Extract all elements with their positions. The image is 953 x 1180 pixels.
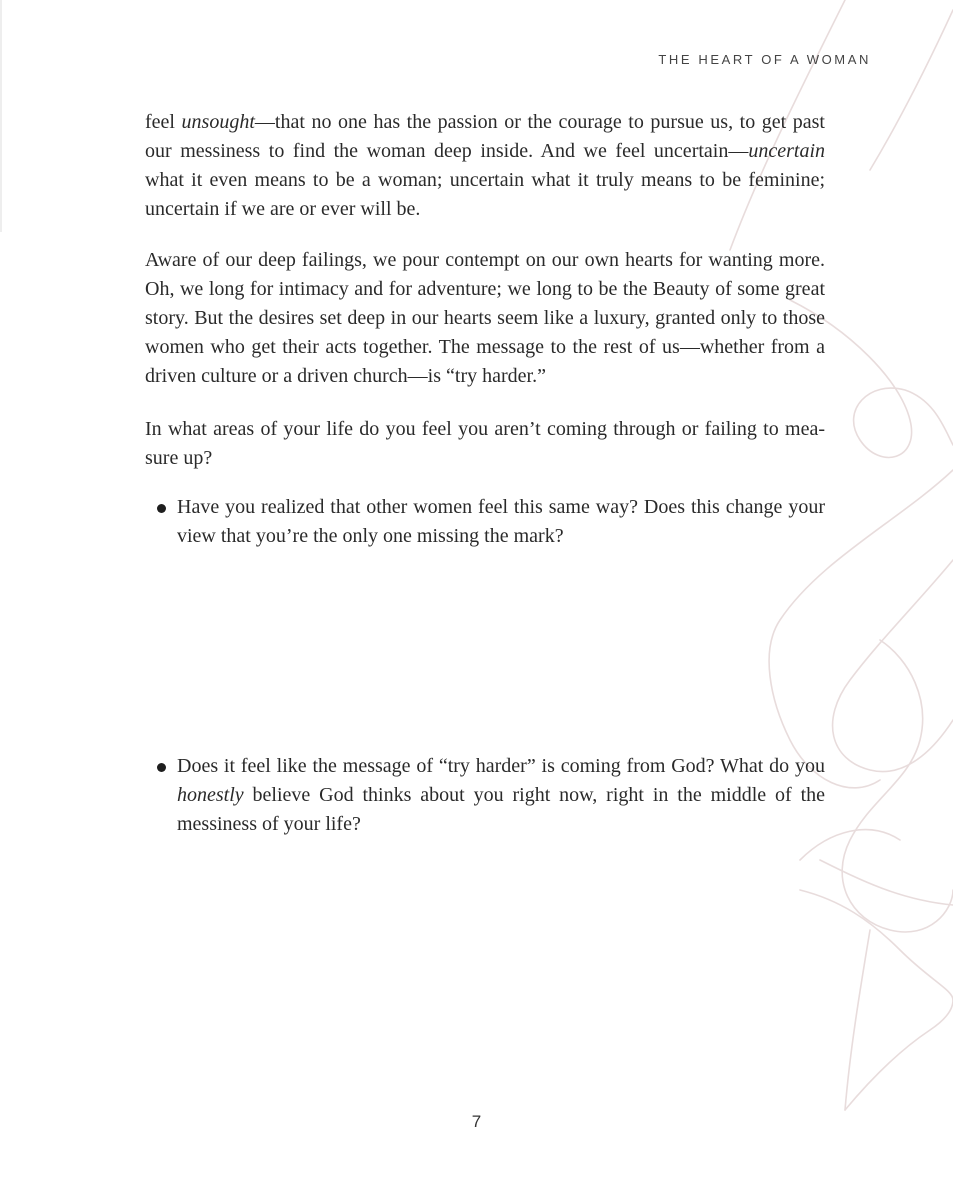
text-segment: Aware of our deep failings, we pour contempt on our own hearts for wanting more. Oh, we long for intimacy and for adventure; we long to be the Beauty of some great story. But the desires set deep in our hearts seem like a luxury, granted only to those women who get their acts together. The message to the rest of us—whether from a driven culture or a driven church—is “try harder.” xyxy=(145,249,825,387)
paragraph-1 xyxy=(145,108,825,224)
text-segment: feel xyxy=(145,111,182,133)
question-bullet-1 xyxy=(145,493,825,551)
text-segment: what it even means to be a woman; uncertain what it truly means to be feminine; uncertain if we are or ever will be. xyxy=(145,169,825,220)
question-bullet-2 xyxy=(145,752,825,839)
paragraph-2 xyxy=(145,246,825,391)
question-1-text xyxy=(177,496,825,547)
text-segment: —that no one has the passion or the courage to pursue us, to get past our messiness to find the woman deep inside. And we feel uncertain— xyxy=(145,111,825,162)
text-segment: Does it feel like the message of “try harder” is coming from God? What do you xyxy=(177,755,825,777)
question-2-text xyxy=(177,755,825,835)
italic-text-segment: uncertain xyxy=(748,140,825,162)
page-number: 7 xyxy=(471,1112,482,1131)
bullet-dot xyxy=(157,763,166,772)
bullet-dot xyxy=(157,504,166,513)
italic-text-segment: honestly xyxy=(177,784,244,806)
paragraph-3 xyxy=(145,415,825,473)
text-segment: Have you realized that other women feel this same way? Does this change your view that you’re the only one missing the mark? xyxy=(177,496,825,547)
italic-text-segment: unsought xyxy=(181,111,255,133)
text-segment: In what areas of your life do you feel you aren’t coming through or failing to mea-sure up? xyxy=(145,418,825,469)
text-segment: believe God thinks about you right now, right in the middle of the messiness of your life? xyxy=(177,784,825,835)
running-head: THE HEART OF A WOMAN xyxy=(658,52,871,67)
body-text xyxy=(145,108,825,839)
